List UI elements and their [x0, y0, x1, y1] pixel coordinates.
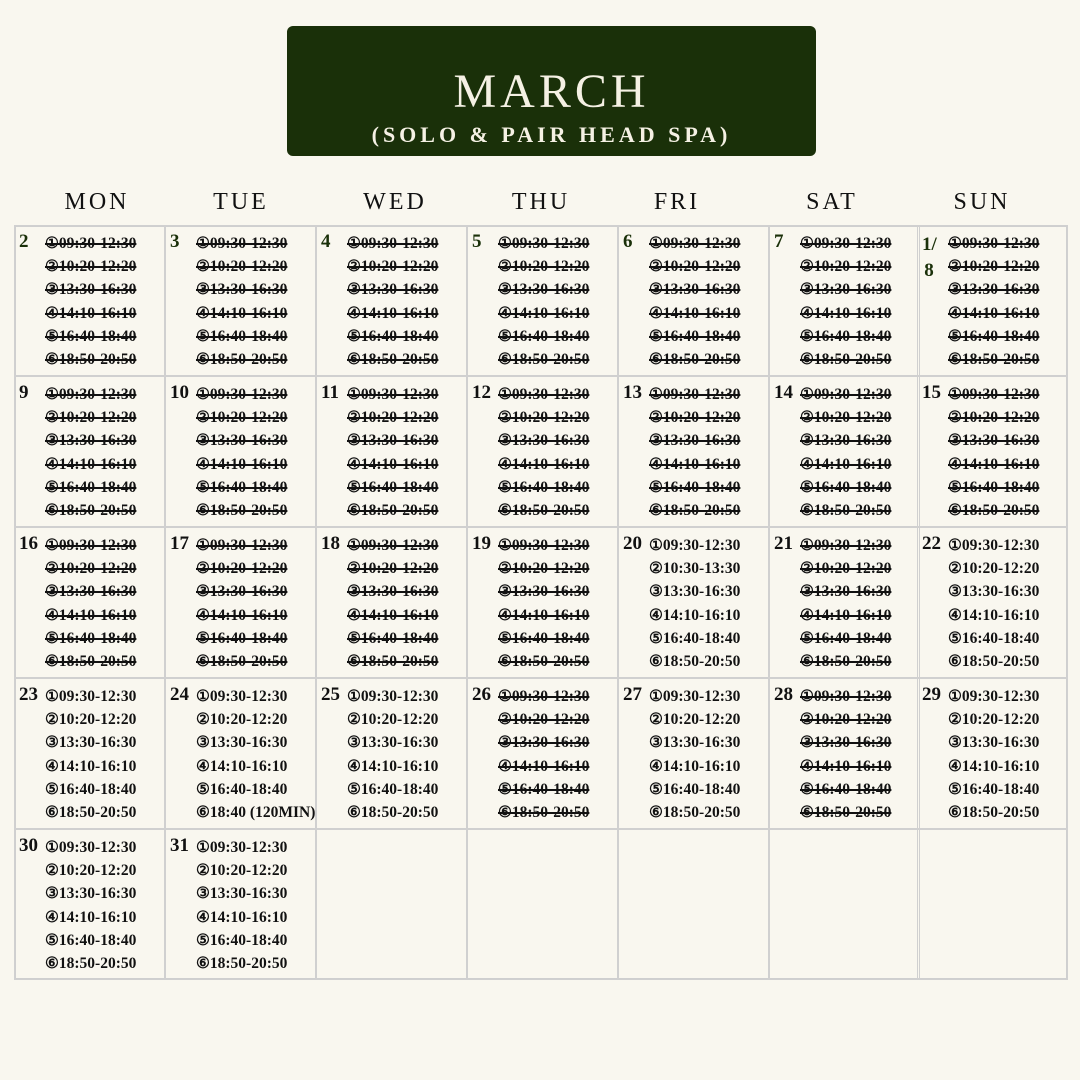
day-cell[interactable] — [165, 225, 316, 376]
day-cell[interactable] — [769, 376, 920, 527]
weekday-label-4: FRI — [653, 189, 701, 215]
time-slot-booked: ⑥18:50-20:50 — [498, 502, 590, 520]
time-slot-available[interactable]: ⑥18:50-20:50 — [649, 804, 741, 822]
day-cell[interactable] — [618, 225, 769, 376]
time-slot-booked: ⑥18:50-20:50 — [196, 502, 288, 520]
time-slot-booked: ⑤16:40-18:40 — [347, 629, 439, 647]
time-slot-available[interactable]: ③13:30-16:30 — [948, 734, 1040, 752]
time-slot-booked: ①09:30-12:30 — [498, 386, 590, 403]
day-cell[interactable] — [14, 225, 165, 376]
time-slot-booked: ⑥18:50-20:50 — [347, 653, 439, 671]
time-slot-available[interactable]: ②10:20-12:20 — [45, 862, 137, 880]
time-slot-booked: ④14:10-16:10 — [196, 606, 288, 624]
time-slot-available[interactable]: ④14:10-16:10 — [45, 757, 137, 775]
time-slot-booked: ⑤16:40-18:40 — [45, 478, 137, 496]
time-slot-booked: ②10:20-12:20 — [649, 258, 741, 276]
day-number: 19 — [472, 533, 491, 554]
day-number: 14 — [774, 382, 793, 403]
time-slot-booked: ⑤16:40-18:40 — [498, 327, 590, 345]
time-slot-booked: ③13:30-16:30 — [948, 281, 1040, 299]
time-slot-available[interactable]: ⑤16:40-18:40 — [196, 780, 288, 798]
day-number: 30 — [19, 835, 38, 856]
time-slot-available[interactable]: ④14:10-16:10 — [948, 757, 1040, 775]
time-slot-booked: ⑥18:50-20:50 — [800, 351, 892, 369]
time-slot-booked: ④14:10-16:10 — [498, 757, 590, 775]
time-slot-booked: ⑤16:40-18:40 — [498, 629, 590, 647]
time-slot-booked: ③13:30-16:30 — [45, 583, 137, 601]
time-slot-available[interactable]: ①09:30-12:30 — [45, 688, 137, 705]
day-cell[interactable] — [14, 376, 165, 527]
time-slot-booked: ⑤16:40-18:40 — [800, 780, 892, 798]
time-slot-booked: ③13:30-16:30 — [800, 281, 892, 299]
time-slot-booked: ⑤16:40-18:40 — [800, 327, 892, 345]
time-slot-booked: ②10:20-12:20 — [800, 258, 892, 276]
time-slot-list — [948, 685, 1039, 824]
day-cell — [917, 829, 1068, 980]
weekday-label-3: THU — [511, 189, 571, 215]
day-number: 23 — [19, 684, 38, 705]
time-slot-booked: ①09:30-12:30 — [196, 235, 288, 252]
time-slot-booked: ②10:20-12:20 — [347, 409, 439, 427]
time-slot-list — [347, 383, 438, 522]
day-cell[interactable] — [467, 678, 618, 829]
time-slot-available[interactable]: ⑤16:40-18:40 — [948, 780, 1040, 798]
time-slot-booked: ③13:30-16:30 — [347, 432, 439, 450]
day-cell[interactable] — [316, 678, 467, 829]
day-cell[interactable] — [618, 376, 769, 527]
time-slot-list — [649, 685, 740, 824]
time-slot-booked: ④14:10-16:10 — [948, 455, 1040, 473]
time-slot-booked: ②10:20-12:20 — [498, 560, 590, 578]
page-subtitle: (SOLO & PAIR HEAD SPA) — [371, 122, 732, 147]
time-slot-booked: ②10:20-12:20 — [948, 258, 1040, 276]
time-slot-booked: ④14:10-16:10 — [649, 304, 741, 322]
time-slot-booked: ①09:30-12:30 — [800, 537, 892, 554]
day-number: 21 — [774, 533, 793, 554]
time-slot-list — [948, 232, 1039, 371]
time-slot-available[interactable]: ⑤16:40-18:40 — [196, 931, 288, 949]
time-slot-list — [196, 836, 287, 975]
time-slot-booked: ②10:20-12:20 — [498, 258, 590, 276]
day-number: 26 — [472, 684, 491, 705]
day-cell[interactable] — [618, 527, 769, 678]
time-slot-booked: ②10:20-12:20 — [45, 409, 137, 427]
time-slot-booked: ⑤16:40-18:40 — [45, 629, 137, 647]
time-slot-booked: ④14:10-16:10 — [347, 606, 439, 624]
day-cell[interactable] — [769, 678, 920, 829]
day-number: 9 — [19, 382, 29, 403]
time-slot-available[interactable]: ①09:30-12:30 — [196, 688, 288, 705]
time-slot-booked: ⑥18:50-20:50 — [498, 804, 590, 822]
day-cell[interactable] — [769, 527, 920, 678]
time-slot-available[interactable]: ①09:30-12:30 — [649, 537, 741, 554]
time-slot-booked: ②10:20-12:20 — [800, 409, 892, 427]
day-cell — [769, 829, 920, 980]
time-slot-booked: ⑥18:50-20:50 — [45, 351, 137, 369]
time-slot-available[interactable]: ④14:10-16:10 — [649, 757, 741, 775]
time-slot-list — [347, 685, 438, 824]
time-slot-booked: ②10:20-12:20 — [800, 560, 892, 578]
time-slot-booked: ⑤16:40-18:40 — [948, 478, 1040, 496]
time-slot-list — [948, 534, 1039, 673]
time-slot-booked: ②10:20-12:20 — [196, 258, 288, 276]
time-slot-available[interactable]: ④14:10-16:10 — [649, 606, 741, 624]
day-cell[interactable] — [917, 376, 1068, 527]
time-slot-available[interactable]: ③13:30-16:30 — [196, 885, 288, 903]
time-slot-booked: ⑥18:50-20:50 — [347, 502, 439, 520]
day-number: 15 — [922, 382, 941, 403]
time-slot-booked: ③13:30-16:30 — [800, 432, 892, 450]
time-slot-booked: ⑤16:40-18:40 — [800, 629, 892, 647]
time-slot-list — [196, 383, 287, 522]
time-slot-booked: ③13:30-16:30 — [498, 281, 590, 299]
time-slot-available[interactable]: ⑤16:40-18:40 — [347, 780, 439, 798]
time-slot-list — [347, 232, 438, 371]
time-slot-booked: ④14:10-16:10 — [800, 455, 892, 473]
time-slot-list — [649, 383, 740, 522]
day-number: 11 — [321, 382, 339, 403]
day-cell[interactable] — [769, 225, 920, 376]
day-number: 16 — [19, 533, 38, 554]
time-slot-booked: ④14:10-16:10 — [800, 757, 892, 775]
time-slot-booked: ⑥18:50-20:50 — [800, 804, 892, 822]
time-slot-booked: ④14:10-16:10 — [498, 606, 590, 624]
day-number: 22 — [922, 533, 941, 554]
time-slot-booked: ⑥18:50-20:50 — [196, 653, 288, 671]
time-slot-booked: ①09:30-12:30 — [45, 537, 137, 554]
day-cell[interactable] — [467, 225, 618, 376]
day-cell[interactable] — [165, 678, 316, 829]
time-slot-available[interactable]: ③13:30-16:30 — [196, 734, 288, 752]
time-slot-available[interactable]: ⑥18:50-20:50 — [45, 955, 137, 973]
time-slot-booked: ④14:10-16:10 — [347, 304, 439, 322]
time-slot-booked: ④14:10-16:10 — [498, 455, 590, 473]
day-number: 18 — [321, 533, 340, 554]
time-slot-booked: ②10:20-12:20 — [498, 711, 590, 729]
time-slot-list — [498, 383, 589, 522]
time-slot-available[interactable]: ⑤16:40-18:40 — [948, 629, 1040, 647]
time-slot-available[interactable]: ②10:20-12:20 — [196, 711, 288, 729]
time-slot-booked: ③13:30-16:30 — [498, 432, 590, 450]
time-slot-booked: ②10:20-12:20 — [45, 258, 137, 276]
time-slot-booked: ⑥18:50-20:50 — [800, 653, 892, 671]
time-slot-booked: ⑤16:40-18:40 — [649, 478, 741, 496]
time-slot-available[interactable]: ①09:30-12:30 — [948, 537, 1040, 554]
day-number: 28 — [774, 684, 793, 705]
time-slot-booked: ③13:30-16:30 — [649, 432, 741, 450]
time-slot-booked: ⑥18:50-20:50 — [347, 351, 439, 369]
time-slot-booked: ②10:20-12:20 — [196, 560, 288, 578]
time-slot-booked: ①09:30-12:30 — [196, 537, 288, 554]
day-cell[interactable] — [917, 527, 1068, 678]
time-slot-booked: ④14:10-16:10 — [948, 304, 1040, 322]
time-slot-available[interactable]: ⑥18:40 (120MIN) — [196, 804, 316, 822]
day-cell — [618, 829, 769, 980]
time-slot-booked: ⑤16:40-18:40 — [196, 327, 288, 345]
time-slot-booked: ①09:30-12:30 — [800, 688, 892, 705]
time-slot-booked: ⑥18:50-20:50 — [649, 351, 741, 369]
time-slot-list — [800, 685, 891, 824]
time-slot-list — [649, 534, 740, 673]
time-slot-available[interactable]: ⑥18:50-20:50 — [948, 804, 1040, 822]
time-slot-booked: ①09:30-12:30 — [347, 386, 439, 403]
time-slot-booked: ②10:20-12:20 — [948, 409, 1040, 427]
time-slot-booked: ⑤16:40-18:40 — [196, 629, 288, 647]
time-slot-booked: ③13:30-16:30 — [498, 583, 590, 601]
time-slot-booked: ②10:20-12:20 — [649, 409, 741, 427]
time-slot-booked: ②10:20-12:20 — [498, 409, 590, 427]
day-cell[interactable] — [14, 527, 165, 678]
time-slot-booked: ④14:10-16:10 — [196, 455, 288, 473]
day-number: 12 — [472, 382, 491, 403]
day-cell[interactable] — [316, 376, 467, 527]
time-slot-booked: ③13:30-16:30 — [649, 281, 741, 299]
time-slot-booked: ③13:30-16:30 — [45, 432, 137, 450]
time-slot-available[interactable]: ①09:30-12:30 — [196, 839, 288, 856]
time-slot-list — [800, 383, 891, 522]
time-slot-booked: ①09:30-12:30 — [498, 688, 590, 705]
time-slot-available[interactable]: ②10:20-12:20 — [45, 711, 137, 729]
time-slot-booked: ①09:30-12:30 — [649, 386, 741, 403]
time-slot-available[interactable]: ⑤16:40-18:40 — [649, 629, 741, 647]
time-slot-available[interactable]: ③13:30-16:30 — [649, 734, 741, 752]
time-slot-available[interactable]: ⑥18:50-20:50 — [45, 804, 137, 822]
day-number: 25 — [321, 684, 340, 705]
time-slot-booked: ①09:30-12:30 — [498, 537, 590, 554]
day-cell — [316, 829, 467, 980]
time-slot-booked: ②10:20-12:20 — [45, 560, 137, 578]
time-slot-booked: ①09:30-12:30 — [800, 386, 892, 403]
time-slot-booked: ①09:30-12:30 — [498, 235, 590, 252]
time-slot-available[interactable]: ④14:10-16:10 — [948, 606, 1040, 624]
day-cell[interactable] — [917, 678, 1068, 829]
day-cell[interactable] — [316, 225, 467, 376]
day-number: 27 — [623, 684, 642, 705]
time-slot-booked: ②10:20-12:20 — [196, 409, 288, 427]
time-slot-available[interactable]: ①09:30-12:30 — [649, 688, 741, 705]
time-slot-list — [498, 232, 589, 371]
day-number: 17 — [170, 533, 189, 554]
time-slot-available[interactable]: ①09:30-12:30 — [948, 688, 1040, 705]
time-slot-list — [45, 685, 136, 824]
time-slot-available[interactable]: ②10:20-12:20 — [649, 711, 741, 729]
time-slot-booked: ①09:30-12:30 — [347, 235, 439, 252]
time-slot-available[interactable]: ②10:20-12:20 — [347, 711, 439, 729]
time-slot-list — [45, 232, 136, 371]
page-title: MARCH — [453, 65, 650, 118]
time-slot-booked: ④14:10-16:10 — [649, 455, 741, 473]
time-slot-booked: ⑤16:40-18:40 — [45, 327, 137, 345]
time-slot-list — [498, 685, 589, 824]
day-number: 10 — [170, 382, 189, 403]
time-slot-list — [45, 836, 136, 975]
time-slot-booked: ⑥18:50-20:50 — [498, 351, 590, 369]
day-cell[interactable] — [14, 678, 165, 829]
time-slot-booked: ④14:10-16:10 — [347, 455, 439, 473]
time-slot-booked: ②10:20-12:20 — [347, 560, 439, 578]
time-slot-booked: ③13:30-16:30 — [196, 583, 288, 601]
time-slot-booked: ②10:20-12:20 — [347, 258, 439, 276]
time-slot-booked: ③13:30-16:30 — [800, 583, 892, 601]
time-slot-booked: ①09:30-12:30 — [196, 386, 288, 403]
day-number: 5 — [472, 231, 482, 252]
day-cell[interactable] — [467, 376, 618, 527]
day-number: 2 — [19, 231, 29, 252]
time-slot-available[interactable]: ⑥18:50-20:50 — [948, 653, 1040, 671]
time-slot-available[interactable]: ③13:30-16:30 — [45, 734, 137, 752]
day-cell — [467, 829, 618, 980]
day-cell[interactable] — [165, 527, 316, 678]
weekday-label-0: MON — [64, 189, 130, 215]
time-slot-booked: ①09:30-12:30 — [347, 537, 439, 554]
time-slot-booked: ⑥18:50-20:50 — [800, 502, 892, 520]
time-slot-booked: ①09:30-12:30 — [800, 235, 892, 252]
time-slot-available[interactable]: ③13:30-16:30 — [347, 734, 439, 752]
time-slot-available[interactable]: ④14:10-16:10 — [196, 757, 288, 775]
time-slot-booked: ③13:30-16:30 — [347, 281, 439, 299]
time-slot-booked: ③13:30-16:30 — [45, 281, 137, 299]
time-slot-booked: ④14:10-16:10 — [498, 304, 590, 322]
time-slot-available[interactable]: ③13:30-16:30 — [948, 583, 1040, 601]
time-slot-booked: ⑥18:50-20:50 — [948, 502, 1040, 520]
time-slot-available[interactable]: ③13:30-16:30 — [45, 885, 137, 903]
day-cell[interactable] — [14, 829, 165, 980]
time-slot-list — [196, 232, 287, 371]
time-slot-booked: ③13:30-16:30 — [347, 583, 439, 601]
time-slot-booked: ①09:30-12:30 — [948, 386, 1040, 403]
time-slot-booked: ⑥18:50-20:50 — [45, 653, 137, 671]
time-slot-booked: ③13:30-16:30 — [498, 734, 590, 752]
time-slot-booked: ①09:30-12:30 — [45, 235, 137, 252]
time-slot-booked: ⑤16:40-18:40 — [800, 478, 892, 496]
day-cell[interactable] — [165, 829, 316, 980]
time-slot-booked: ②10:20-12:20 — [800, 711, 892, 729]
time-slot-booked: ⑥18:50-20:50 — [649, 502, 741, 520]
time-slot-booked: ④14:10-16:10 — [196, 304, 288, 322]
time-slot-available[interactable]: ③13:30-16:30 — [649, 583, 741, 601]
day-number: 1/8 — [922, 234, 937, 281]
time-slot-list — [498, 534, 589, 673]
header-banner — [287, 26, 816, 156]
day-number: 29 — [922, 684, 941, 705]
time-slot-booked: ⑤16:40-18:40 — [196, 478, 288, 496]
time-slot-available[interactable]: ②10:30-13:30 — [649, 560, 741, 578]
day-number: 13 — [623, 382, 642, 403]
time-slot-list — [649, 232, 740, 371]
time-slot-list — [347, 534, 438, 673]
time-slot-list — [948, 383, 1039, 522]
time-slot-booked: ⑥18:50-20:50 — [196, 351, 288, 369]
time-slot-available[interactable]: ①09:30-12:30 — [347, 688, 439, 705]
day-number: 3 — [170, 231, 180, 252]
time-slot-available[interactable]: ⑤16:40-18:40 — [45, 780, 137, 798]
time-slot-booked: ④14:10-16:10 — [800, 304, 892, 322]
time-slot-list — [196, 685, 315, 824]
time-slot-booked: ⑤16:40-18:40 — [649, 327, 741, 345]
time-slot-list — [800, 534, 891, 673]
time-slot-booked: ⑥18:50-20:50 — [948, 351, 1040, 369]
time-slot-available[interactable]: ②10:20-12:20 — [948, 711, 1040, 729]
weekday-label-5: SAT — [806, 189, 858, 215]
time-slot-booked: ③13:30-16:30 — [196, 281, 288, 299]
time-slot-booked: ⑥18:50-20:50 — [498, 653, 590, 671]
time-slot-booked: ⑤16:40-18:40 — [498, 478, 590, 496]
time-slot-available[interactable]: ④14:10-16:10 — [196, 908, 288, 926]
time-slot-booked: ⑤16:40-18:40 — [347, 327, 439, 345]
day-number: 24 — [170, 684, 189, 705]
day-cell[interactable] — [316, 527, 467, 678]
time-slot-booked: ④14:10-16:10 — [45, 304, 137, 322]
time-slot-booked: ④14:10-16:10 — [45, 455, 137, 473]
time-slot-booked: ①09:30-12:30 — [948, 235, 1040, 252]
time-slot-available[interactable]: ①09:30-12:30 — [45, 839, 137, 856]
time-slot-booked: ①09:30-12:30 — [45, 386, 137, 403]
time-slot-available[interactable]: ⑥18:50-20:50 — [196, 955, 288, 973]
time-slot-booked: ③13:30-16:30 — [800, 734, 892, 752]
time-slot-booked: ⑤16:40-18:40 — [347, 478, 439, 496]
time-slot-available[interactable]: ④14:10-16:10 — [45, 908, 137, 926]
weekday-label-1: TUE — [213, 189, 269, 215]
time-slot-list — [196, 534, 287, 673]
day-number: 31 — [170, 835, 189, 856]
time-slot-booked: ⑥18:50-20:50 — [45, 502, 137, 520]
weekday-label-2: WED — [363, 189, 427, 215]
time-slot-booked: ①09:30-12:30 — [649, 235, 741, 252]
time-slot-list — [45, 534, 136, 673]
time-slot-available[interactable]: ④14:10-16:10 — [347, 757, 439, 775]
time-slot-booked: ③13:30-16:30 — [196, 432, 288, 450]
time-slot-available[interactable]: ⑥18:50-20:50 — [649, 653, 741, 671]
time-slot-list — [45, 383, 136, 522]
day-number: 4 — [321, 231, 331, 252]
day-cell[interactable] — [165, 376, 316, 527]
day-cell[interactable] — [917, 225, 1068, 376]
day-number: 20 — [623, 533, 642, 554]
day-number: 6 — [623, 231, 633, 252]
time-slot-available[interactable]: ⑤16:40-18:40 — [45, 931, 137, 949]
time-slot-available[interactable]: ⑥18:50-20:50 — [347, 804, 439, 822]
day-cell[interactable] — [467, 527, 618, 678]
time-slot-available[interactable]: ⑤16:40-18:40 — [649, 780, 741, 798]
time-slot-available[interactable]: ②10:20-12:20 — [948, 560, 1040, 578]
time-slot-booked: ⑤16:40-18:40 — [498, 780, 590, 798]
weekday-label-6: SUN — [953, 189, 1011, 215]
time-slot-available[interactable]: ②10:20-12:20 — [196, 862, 288, 880]
time-slot-booked: ③13:30-16:30 — [948, 432, 1040, 450]
time-slot-booked: ④14:10-16:10 — [45, 606, 137, 624]
day-cell[interactable] — [618, 678, 769, 829]
time-slot-booked: ⑤16:40-18:40 — [948, 327, 1040, 345]
time-slot-booked: ④14:10-16:10 — [800, 606, 892, 624]
time-slot-list — [800, 232, 891, 371]
day-number: 7 — [774, 231, 784, 252]
